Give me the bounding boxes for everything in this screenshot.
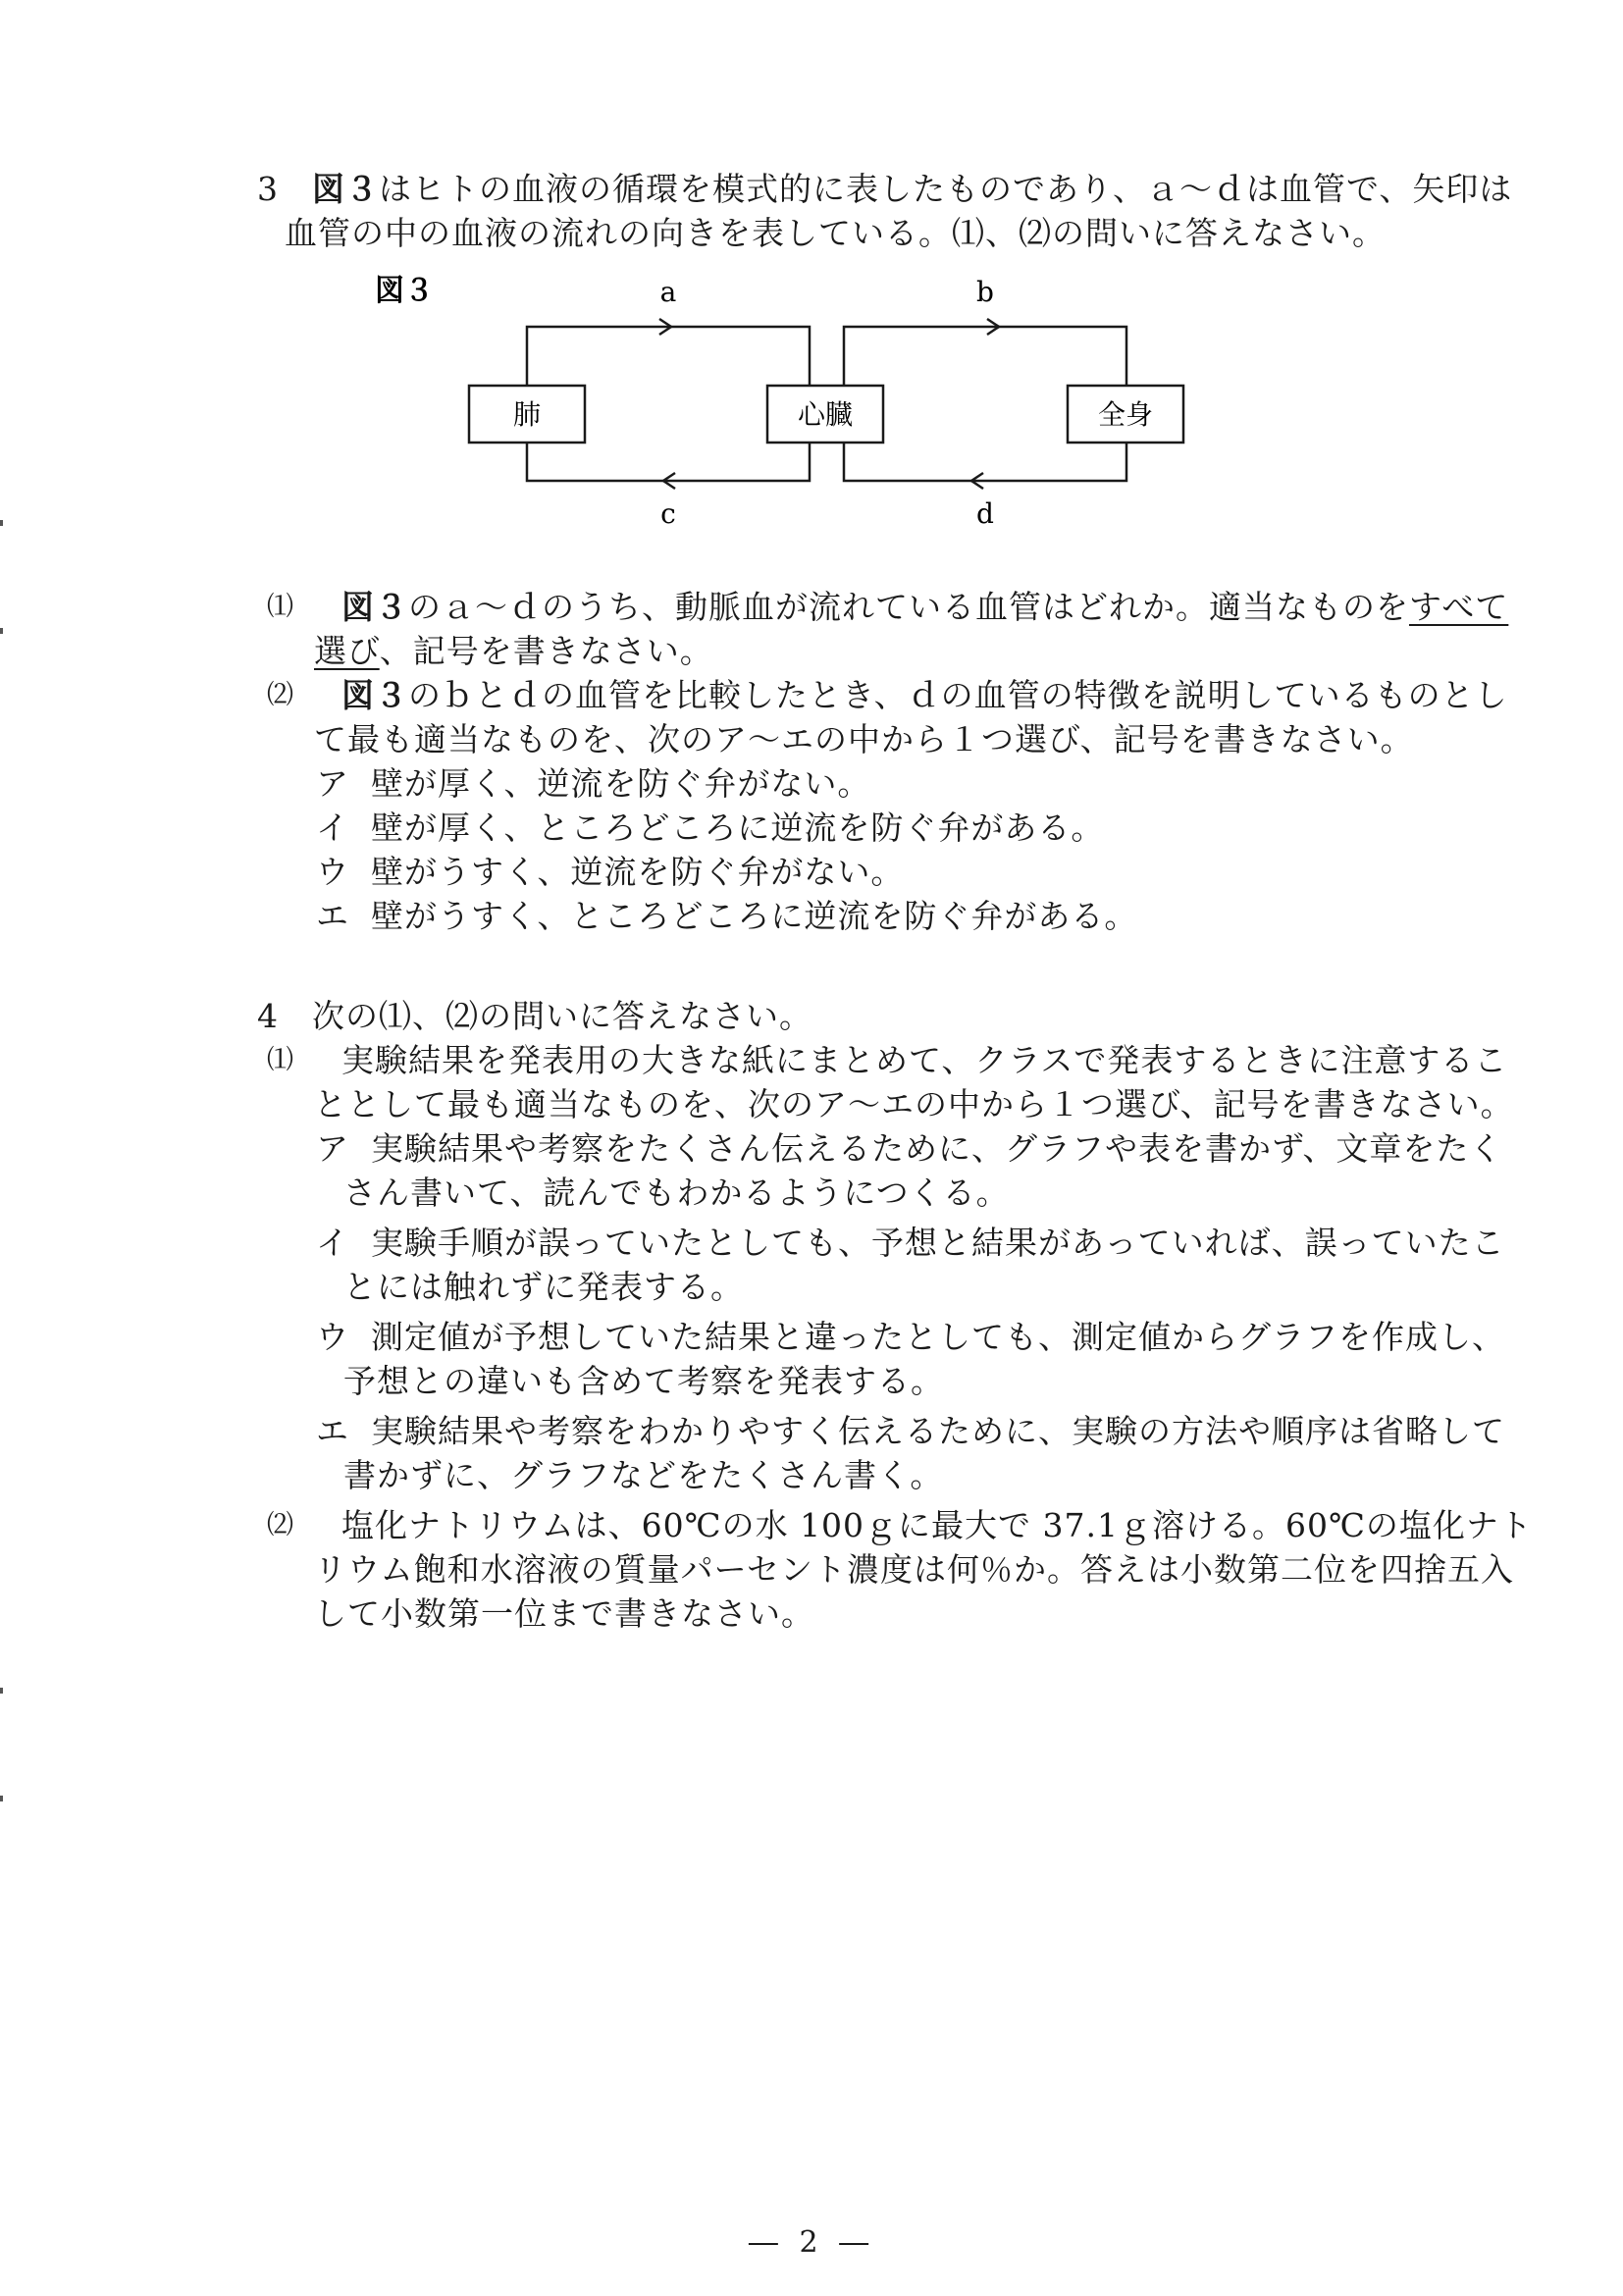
option-text-line1: 実験結果や考察をたくさん伝えるために、グラフや表を書かず、文章をたく (371, 1129, 1503, 1168)
intro-text: はヒトの血液の循環を模式的に表したものであり、ａ～ｄは血管で、矢印は (379, 170, 1513, 208)
figure-ref: 図３ (341, 676, 408, 714)
q3-sub1-text-2: 、記号を書きなさい。 (379, 632, 713, 670)
option-key: エ (316, 1412, 349, 1450)
vessel-c-line (527, 443, 810, 481)
option-key: エ (316, 897, 349, 935)
underline-select: 選び (314, 632, 380, 670)
option-text-line2: さん書いて、読んでもわかるようにつくる。 (343, 1174, 1010, 1212)
question-3-intro-line2: 血管の中の血液の流れの向きを表している。⑴、⑵の問いに答えなさい。 (285, 214, 1386, 252)
box-lung-label: 肺 (512, 398, 542, 431)
option-text-line2: とには触れずに発表する。 (343, 1268, 744, 1306)
q3-sub1-label: ⑴ (267, 592, 293, 622)
label-c: c (660, 497, 676, 530)
label-b: b (976, 276, 994, 308)
q3-sub1-line1 (341, 587, 1508, 628)
figure-title: 図３ (375, 275, 434, 308)
option-key: イ (316, 1224, 349, 1262)
question-3-intro-line1 (312, 169, 1512, 210)
figure-3 (373, 275, 1256, 540)
option-text-line2: 書かずに、グラフなどをたくさん書く。 (343, 1456, 944, 1494)
figure-ref: 図３ (312, 170, 379, 208)
option-text: 壁が厚く、ところどころに逆流を防ぐ弁がある。 (371, 809, 1105, 847)
margin-mark (0, 1688, 3, 1694)
option-text: 壁がうすく、ところどころに逆流を防ぐ弁がある。 (371, 897, 1138, 935)
box-heart-label: 心臓 (797, 398, 854, 431)
option-text-line1: 実験手順が誤っていたとしても、予想と結果があっていれば、誤っていたこ (371, 1224, 1505, 1262)
q3-sub2-label: ⑵ (267, 680, 293, 710)
margin-mark (0, 628, 3, 634)
q3-sub2-text: のｂとｄの血管を比較したとき、ｄの血管の特徴を説明しているものとし (408, 676, 1508, 714)
q4-sub1-line1: 実験結果を発表用の大きな紙にまとめて、クラスで発表するときに注意するこ (341, 1041, 1508, 1079)
q4-sub2-label: ⑵ (267, 1510, 293, 1540)
q4-sub2-line2: リウム飽和水溶液の質量パーセント濃度は何％か。答えは小数第二位を四捨五入 (314, 1550, 1515, 1589)
q3-sub2-line1 (341, 675, 1508, 716)
q3-sub1-line2 (314, 631, 713, 672)
option-key: イ (316, 809, 349, 847)
option-key: ア (316, 1129, 349, 1168)
circulation-diagram (373, 275, 1256, 540)
question-4-intro: 次の⑴、⑵の問いに答えなさい。 (312, 997, 812, 1035)
option-text: 壁が厚く、逆流を防ぐ弁がない。 (371, 764, 871, 803)
q4-sub2-line1: 塩化ナトリウムは、60℃の水 100ｇに最大で 37.1ｇ溶ける。60℃の塩化ナト (341, 1506, 1533, 1544)
option-text-line2: 予想との違いも含めて考察を発表する。 (343, 1362, 944, 1400)
label-a: a (659, 276, 677, 308)
figure-ref: 図３ (341, 588, 408, 626)
question-4-number: 4 (257, 997, 278, 1035)
vessel-a-line (527, 327, 810, 386)
q4-sub1-label: ⑴ (267, 1045, 293, 1075)
option-text-line1: 測定値が予想していた結果と違ったとしても、測定値からグラフを作成し、 (371, 1318, 1505, 1356)
option-key: ア (316, 764, 349, 803)
vessel-b-line (844, 327, 1126, 386)
page-number: ― 2 ― (748, 2225, 875, 2260)
vessel-d-line (844, 443, 1126, 481)
option-text: 壁がうすく、逆流を防ぐ弁がない。 (371, 853, 905, 891)
box-body-label: 全身 (1097, 398, 1154, 431)
q4-sub1-line2: ととして最も適当なものを、次のア～エの中から１つ選び、記号を書きなさい。 (314, 1085, 1514, 1123)
margin-mark (0, 520, 3, 526)
option-key: ウ (316, 1318, 349, 1356)
q3-sub2-line2: て最も適当なものを、次のア～エの中から１つ選び、記号を書きなさい。 (314, 720, 1414, 758)
label-d: d (976, 497, 994, 530)
underline-all: すべて (1409, 588, 1509, 626)
margin-mark (0, 1796, 3, 1801)
q4-sub2-line3: して小数第一位まで書きなさい。 (314, 1594, 814, 1633)
option-text-line1: 実験結果や考察をわかりやすく伝えるために、実験の方法や順序は省略して (371, 1412, 1505, 1450)
question-3-number: 3 (257, 170, 278, 208)
q3-sub1-text: のａ～ｄのうち、動脈血が流れている血管はどれか。適当なものを (408, 588, 1409, 626)
option-key: ウ (316, 853, 349, 891)
